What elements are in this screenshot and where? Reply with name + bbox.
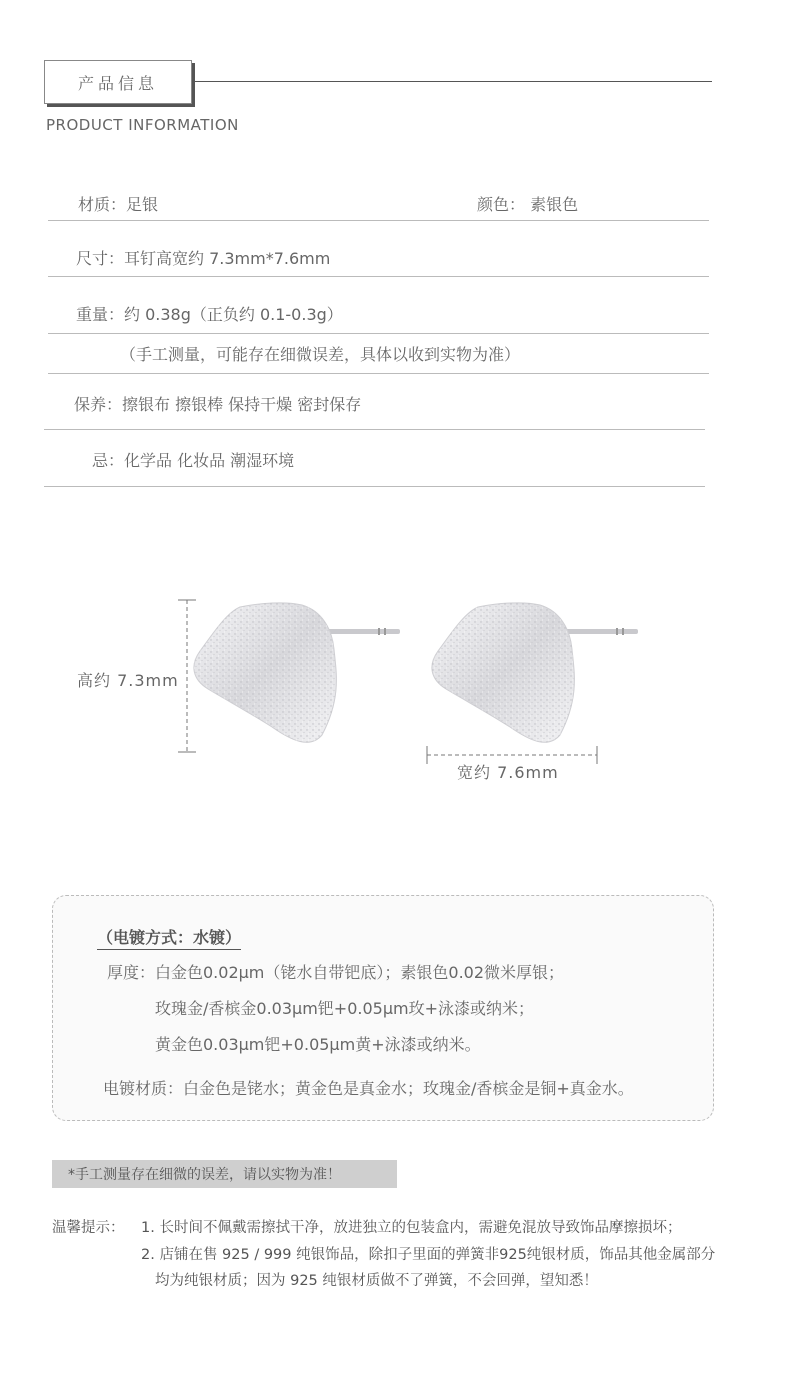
- measurement-note: [52, 1160, 397, 1188]
- spec-divider: [48, 373, 709, 374]
- width-label: 宽约 7.6mm: [457, 763, 559, 782]
- height-dimension: [178, 600, 196, 752]
- spec-weight-note: （手工测量，可能存在细微误差，具体以收到实物为准）: [120, 345, 521, 364]
- spec-size: 尺寸：耳钉高宽约 7.3mm*7.6mm: [76, 249, 331, 268]
- plating-thickness: 厚度：白金色0.02μm（铑水自带钯底）；素银色0.02微米厚银；: [107, 963, 565, 982]
- earring-left: [194, 603, 400, 742]
- tips-item-2-cont: 均为纯银材质；因为 925 纯银材质做不了弹簧，不会回弹，望知悉！: [155, 1273, 598, 1289]
- earring-right: [432, 603, 638, 742]
- spec-material: 材质：足银: [78, 195, 159, 214]
- spec-care: 保养：擦银布 擦银棒 保持干燥 密封保存: [74, 395, 362, 414]
- spec-color: 颜色： 素银色: [477, 195, 579, 214]
- measurement-note-text: *手工测量存在细微的误差，请以实物为准！: [68, 1167, 341, 1183]
- plating-heading: （电镀方式：水镀）: [97, 925, 241, 950]
- plating-rose-gold: 玫瑰金/香槟金0.03μm钯+0.05μm玫+泳漆或纳米；: [155, 999, 534, 1018]
- spec-divider: [44, 486, 705, 487]
- spec-divider: [48, 220, 709, 221]
- plating-material: 电镀材质：白金色是铑水；黄金色是真金水；玫瑰金/香槟金是铜+真金水。: [103, 1079, 634, 1098]
- tips-item-1: 1. 长时间不佩戴需擦拭干净，放进独立的包装盒内，需避免混放导致饰品摩擦损坏；: [141, 1220, 682, 1236]
- spec-divider: [48, 276, 709, 277]
- section-title-text: 产品信息: [77, 73, 158, 93]
- height-label: 高约 7.3mm: [77, 671, 179, 690]
- section-title: [44, 60, 192, 104]
- plating-yellow-gold: 黄金色0.03μm钯+0.05μm黄+泳漆或纳米。: [155, 1035, 481, 1054]
- spec-weight: 重量：约 0.38g（正负约 0.1-0.3g）: [76, 305, 343, 324]
- title-divider: [192, 81, 712, 82]
- spec-divider: [44, 429, 705, 430]
- tips-item-2: 2. 店铺在售 925 / 999 纯银饰品，除扣子里面的弹簧非925纯银材质，饰品其他金属部分: [141, 1247, 716, 1263]
- spec-divider: [48, 333, 709, 334]
- section-subtitle: PRODUCT INFORMATION: [46, 116, 239, 134]
- tips-label: 温馨提示：: [52, 1220, 125, 1236]
- spec-avoid: 忌：化学品 化妆品 潮湿环境: [92, 451, 295, 470]
- plating-info-box: [52, 895, 714, 1121]
